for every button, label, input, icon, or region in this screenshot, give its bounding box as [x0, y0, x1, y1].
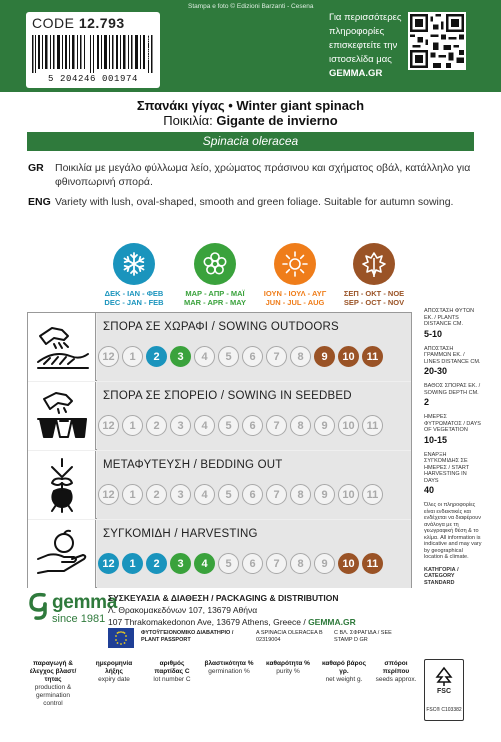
footer-website-link[interactable]: GEMMA.GR	[308, 617, 356, 627]
leaf-icon	[353, 243, 395, 285]
lot-number: αριθμός παρτίδας C lot number C	[153, 660, 191, 683]
month-circle: 3	[170, 484, 191, 505]
month-circle: 9	[314, 415, 335, 436]
barcode-bars	[32, 35, 154, 73]
month-circle: 11	[362, 415, 383, 436]
category-standard: ΚΑΤΗΓΟΡΙΑ / CATEGORY STANDARD	[424, 566, 459, 586]
fsc-code: FSC® C103382	[426, 707, 462, 713]
net-weight: καθαρό βάρος γρ. net weight g.	[321, 660, 367, 683]
month-circle: 5	[218, 415, 239, 436]
seeds-approx: σπόροι περίπου seeds approx.	[375, 660, 417, 683]
season-autumn	[339, 243, 409, 307]
season-summer-gr: ΙΟΥΝ - ΙΟΥΛ - ΑΥΓ	[263, 289, 327, 298]
month-circle: 10	[338, 346, 359, 367]
month-circle: 1	[122, 484, 143, 505]
info-disclaimer: Όλες οι πληροφορίες είναι ενδεικτικές και ενδέχεται να διαφέρουν ανάλογα με τη γεωγραφική θέση & το κλίμα. All information is indicative and may vary by geographical location & climate.	[424, 502, 482, 560]
season-summer-en: JUN - JUL - AUG	[265, 298, 325, 307]
month-circle: 2	[146, 553, 167, 574]
harvesting-icon	[28, 520, 96, 588]
passport-species: A SPINACIA OLERACEA B 02319004	[256, 630, 323, 643]
month-circle: 9	[314, 484, 335, 505]
month-circle: 4	[194, 553, 215, 574]
month-circle: 7	[266, 553, 287, 574]
qr-code-icon[interactable]	[408, 12, 466, 70]
month-circle: 1	[122, 415, 143, 436]
season-summer	[260, 243, 330, 307]
month-circle: 6	[242, 346, 263, 367]
calendar-row-bedding-out	[28, 451, 411, 519]
month-circle: 9	[314, 553, 335, 574]
calendar-row-sowing-outdoors	[28, 313, 411, 381]
product-code: CODE 12.793	[32, 15, 125, 31]
fsc-text: FSC	[437, 688, 451, 695]
month-circle: 2	[146, 415, 167, 436]
sowing-depth: ΒΑΘΟΣ ΣΠΟΡΑΣ ΕΚ. / SOWING DEPTH CM. 2	[424, 383, 481, 407]
month-circle: 12	[98, 346, 119, 367]
month-circles	[98, 553, 383, 574]
season-winter-en: DEC - JAN - FEB	[104, 298, 164, 307]
lang-code-gr: GR	[28, 162, 44, 174]
bedding-out-icon	[28, 451, 96, 519]
eu-flag-icon	[108, 628, 134, 648]
sowing-calendar	[27, 312, 412, 588]
month-circle: 3	[170, 415, 191, 436]
logo-name: gemma	[52, 592, 118, 613]
latin-name-bar: Spinacia oleracea	[27, 132, 474, 151]
month-circle: 7	[266, 484, 287, 505]
month-circle: 12	[98, 415, 119, 436]
variety-title: Ποικιλία: Gigante de invierno	[163, 113, 338, 128]
month-circle: 4	[194, 484, 215, 505]
lines-distance: ΑΠΟΣΤΑΣΗ ΓΡΑΜΜΩΝ ΕΚ. / LINES DISTANCE CM. 20-30	[424, 345, 481, 376]
passport-stamp: C ΒΛ. ΣΦΡΑΓΙΔΑ / SEE STAMP D GR	[334, 630, 392, 643]
packaging-address-en: 107 Thrakomakedonon Ave, 13679 Athens, Greece / GEMMA.GR	[108, 617, 356, 627]
month-circle: 3	[170, 346, 191, 367]
month-circles	[98, 415, 383, 436]
season-winter	[99, 243, 169, 307]
packaging-info	[108, 592, 408, 628]
more-info-text: Για περισσότερες πληροφορίες επισκεφτείτε την ιστοσελίδα μας	[329, 12, 402, 65]
month-circle: 7	[266, 346, 287, 367]
calendar-row-label: ΣΠΟΡΑ ΣΕ ΣΠΟΡΕΙΟ / SOWING IN SEEDBED	[103, 390, 352, 402]
month-circle: 6	[242, 553, 263, 574]
month-circle: 1	[122, 346, 143, 367]
season-autumn-gr: ΣΕΠ - ΟΚΤ - ΝΟΕ	[343, 289, 405, 298]
month-circle: 4	[194, 346, 215, 367]
calendar-row-seedbed	[28, 382, 411, 450]
lang-code-en: ENG	[28, 196, 51, 208]
season-spring-gr: ΜΑΡ - ΑΠΡ - ΜΑΪ	[185, 289, 245, 298]
month-circle: 6	[242, 415, 263, 436]
month-circle: 12	[98, 484, 119, 505]
calendar-row-harvesting	[28, 520, 411, 588]
production-control: παραγωγή & έλεγχος βλαστ/τητας production & germination control	[29, 660, 77, 707]
month-circle: 1	[122, 553, 143, 574]
season-winter-gr: ΔΕΚ - ΙΑΝ - ΦΕΒ	[104, 289, 164, 298]
month-circle: 8	[290, 415, 311, 436]
calendar-row-label: ΜΕΤΑΦΥΤΕΥΣΗ / BEDDING OUT	[103, 459, 283, 471]
website-link[interactable]: GEMMA.GR	[329, 68, 383, 79]
month-circles	[98, 346, 383, 367]
barcode-box	[26, 12, 160, 88]
logo-since: since 1981	[52, 613, 106, 625]
start-harvesting: ΕΝΑΡΞΗ ΣΥΓΚΟΜΙΔΗΣ ΣΕ ΗΜΕΡΕΣ / START HARVESTING IN DAYS 40	[424, 451, 469, 495]
month-circle: 11	[362, 553, 383, 574]
plants-distance: ΑΠΟΣΤΑΣΗ ΦΥΤΩΝ ΕΚ. / PLANTS DISTANCE CM. 5-10	[424, 308, 475, 339]
month-circle: 12	[98, 553, 119, 574]
month-circle: 8	[290, 484, 311, 505]
season-spring-en: MAR - APR - MAY	[184, 298, 246, 307]
month-circle: 8	[290, 553, 311, 574]
month-circle: 10	[338, 553, 359, 574]
expiry-date: ημερομηνία λήξης expiry date	[95, 660, 133, 683]
barcode-digits: 5 204246 001974	[47, 74, 138, 84]
calendar-row-label: ΣΠΟΡΑ ΣΕ ΧΩΡΑΦΙ / SOWING OUTDOORS	[103, 321, 339, 333]
kod-number: ΚΩΔ. 16 498	[146, 25, 153, 61]
month-circle: 11	[362, 346, 383, 367]
season-spring	[180, 243, 250, 307]
product-title: Σπανάκι γίγας • Winter giant spinach	[136, 98, 365, 113]
header-bar	[0, 0, 501, 92]
packaging-heading: ΣΥΣΚΕΥΑΣΙΑ & ΔΙΑΘΕΣΗ / PACKAGING & DISTRIBUTION	[108, 593, 339, 603]
fsc-label	[424, 659, 464, 721]
month-circle: 2	[146, 346, 167, 367]
purity: καθαρότητα % purity %	[266, 660, 310, 675]
month-circle: 7	[266, 415, 287, 436]
snowflake-icon	[113, 243, 155, 285]
description-gr	[28, 161, 476, 189]
month-circle: 10	[338, 415, 359, 436]
growing-info	[424, 308, 482, 592]
description-gr-text: Ποικιλία με μεγάλο φύλλωμα λείο, χρώματος πράσινου και σχήματος οβάλ, κατάλληλο για φθινοπωρινή σπορά.	[55, 162, 471, 188]
description-en	[28, 195, 476, 209]
month-circle: 9	[314, 346, 335, 367]
month-circle: 6	[242, 484, 263, 505]
packaging-address-gr: Λ. Θρακομακεδόνων 107, 13679 Αθήνα	[108, 605, 258, 615]
month-circle: 5	[218, 553, 239, 574]
month-circle: 5	[218, 484, 239, 505]
month-circle: 10	[338, 484, 359, 505]
sun-icon	[274, 243, 316, 285]
month-circle: 11	[362, 484, 383, 505]
month-circle: 4	[194, 415, 215, 436]
description-en-text: Variety with lush, oval-shaped, smooth and green foliage. Suitable for autumn sowing.	[55, 196, 454, 208]
month-circle: 8	[290, 346, 311, 367]
fsc-tree-icon	[433, 665, 455, 687]
month-circle: 5	[218, 346, 239, 367]
month-circle: 3	[170, 553, 191, 574]
passport-title: ΦΥΤΟΫΓΕΙΟΝΟΜΙΚΟ ΔΙΑΒΑΤΗΡΙΟ / PLANT PASSPORT	[141, 630, 234, 643]
season-autumn-en: SEP - OCT - NOV	[343, 298, 405, 307]
print-credits: Stampa e foto © Edizioni Barzanti - Cesena	[188, 3, 314, 10]
germination: βλαστικότητα % germination %	[204, 660, 254, 675]
calendar-row-label: ΣΥΓΚΟΜΙΔΗ / HARVESTING	[103, 528, 258, 540]
month-circle: 2	[146, 484, 167, 505]
seedbed-icon	[28, 382, 96, 450]
flower-icon	[194, 243, 236, 285]
gemma-logo	[27, 591, 118, 631]
gemma-g-icon	[27, 591, 49, 621]
plant-passport	[108, 626, 408, 652]
days-of-vegetation: ΗΜΕΡΕΣ ΦΥΤΡΩΜΑΤΟΣ / DAYS OF VEGETATION 10-15	[424, 414, 481, 445]
month-circles	[98, 484, 383, 505]
sowing-outdoors-icon	[28, 313, 96, 381]
